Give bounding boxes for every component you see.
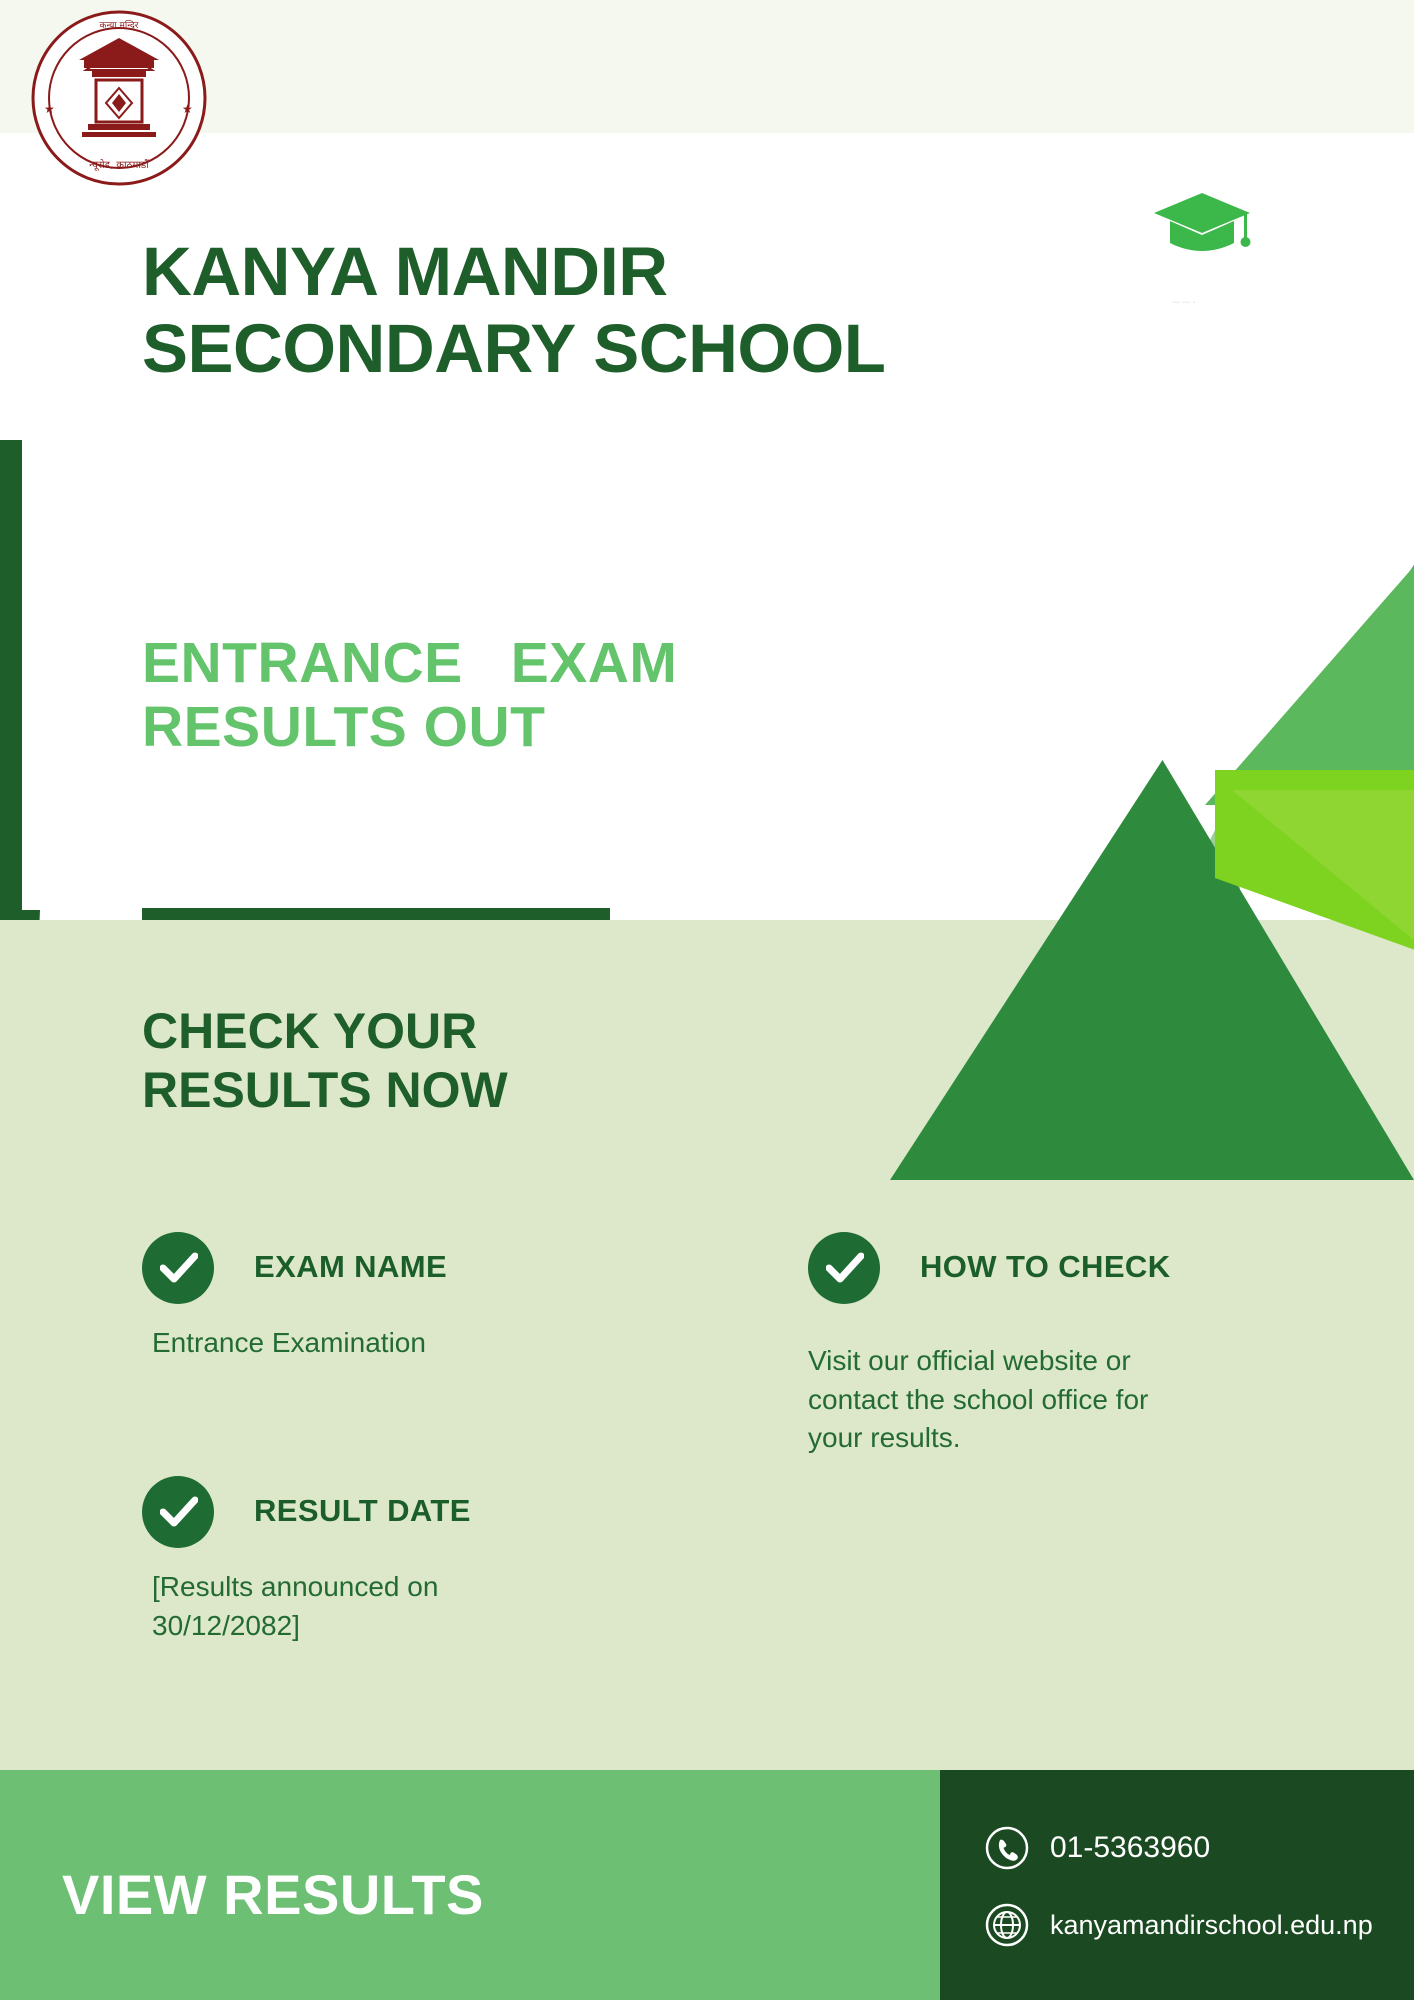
phone-icon xyxy=(984,1825,1030,1871)
view-results-label[interactable]: VIEW RESULTS xyxy=(62,1863,484,1926)
headline-entrance: ENTRANCE xyxy=(142,631,463,695)
info-title-how-to-check: HOW TO CHECK xyxy=(920,1249,1171,1284)
check-icon xyxy=(142,1476,214,1548)
school-logo xyxy=(14,8,224,188)
svg-text:★: ★ xyxy=(44,102,55,116)
grad-cap-caption: ▫▫▫ ▫▫▫ ▫ xyxy=(1172,300,1197,306)
info-body-how-to-check: Visit our official website or contact the school office for your results. xyxy=(808,1345,1149,1454)
svg-text:★: ★ xyxy=(182,102,193,116)
info-body-exam-name: Entrance Examination xyxy=(152,1327,426,1358)
school-name xyxy=(142,233,1262,388)
graduation-cap-icon xyxy=(1150,185,1255,270)
check-icon xyxy=(808,1232,880,1304)
headline xyxy=(142,632,942,760)
school-name-line-2: SECONDARY SCHOOL xyxy=(142,310,886,388)
info-body-result-date: [Results announced on 30/12/2082] xyxy=(152,1571,439,1641)
subheadline-line-2: RESULTS NOW xyxy=(142,1062,508,1118)
contact-phone-text: 01-5363960 xyxy=(1050,1831,1211,1864)
svg-text:न्यूरोड, काठमाडौं: न्यूरोड, काठमाडौं xyxy=(89,160,149,171)
headline-line-2: RESULTS OUT xyxy=(142,694,546,759)
contact-website-text: kanyamandirschool.edu.np xyxy=(1050,1910,1373,1940)
subheadline-line-1: CHECK YOUR xyxy=(142,1003,478,1059)
globe-icon xyxy=(984,1902,1030,1948)
subheadline xyxy=(142,1002,842,1120)
headline-line-1 xyxy=(142,632,942,696)
school-name-line-1: KANYA MANDIR xyxy=(142,233,668,310)
headline-exam: EXAM xyxy=(510,631,678,695)
check-icon xyxy=(142,1232,214,1304)
decor-triangle-mid xyxy=(1205,565,1414,805)
footer-contact-banner xyxy=(940,1770,1414,2000)
info-title-result-date: RESULT DATE xyxy=(254,1493,471,1528)
svg-text:कन्या मन्दिर: कन्या मन्दिर xyxy=(99,21,139,31)
info-title-exam-name: EXAM NAME xyxy=(254,1249,448,1284)
